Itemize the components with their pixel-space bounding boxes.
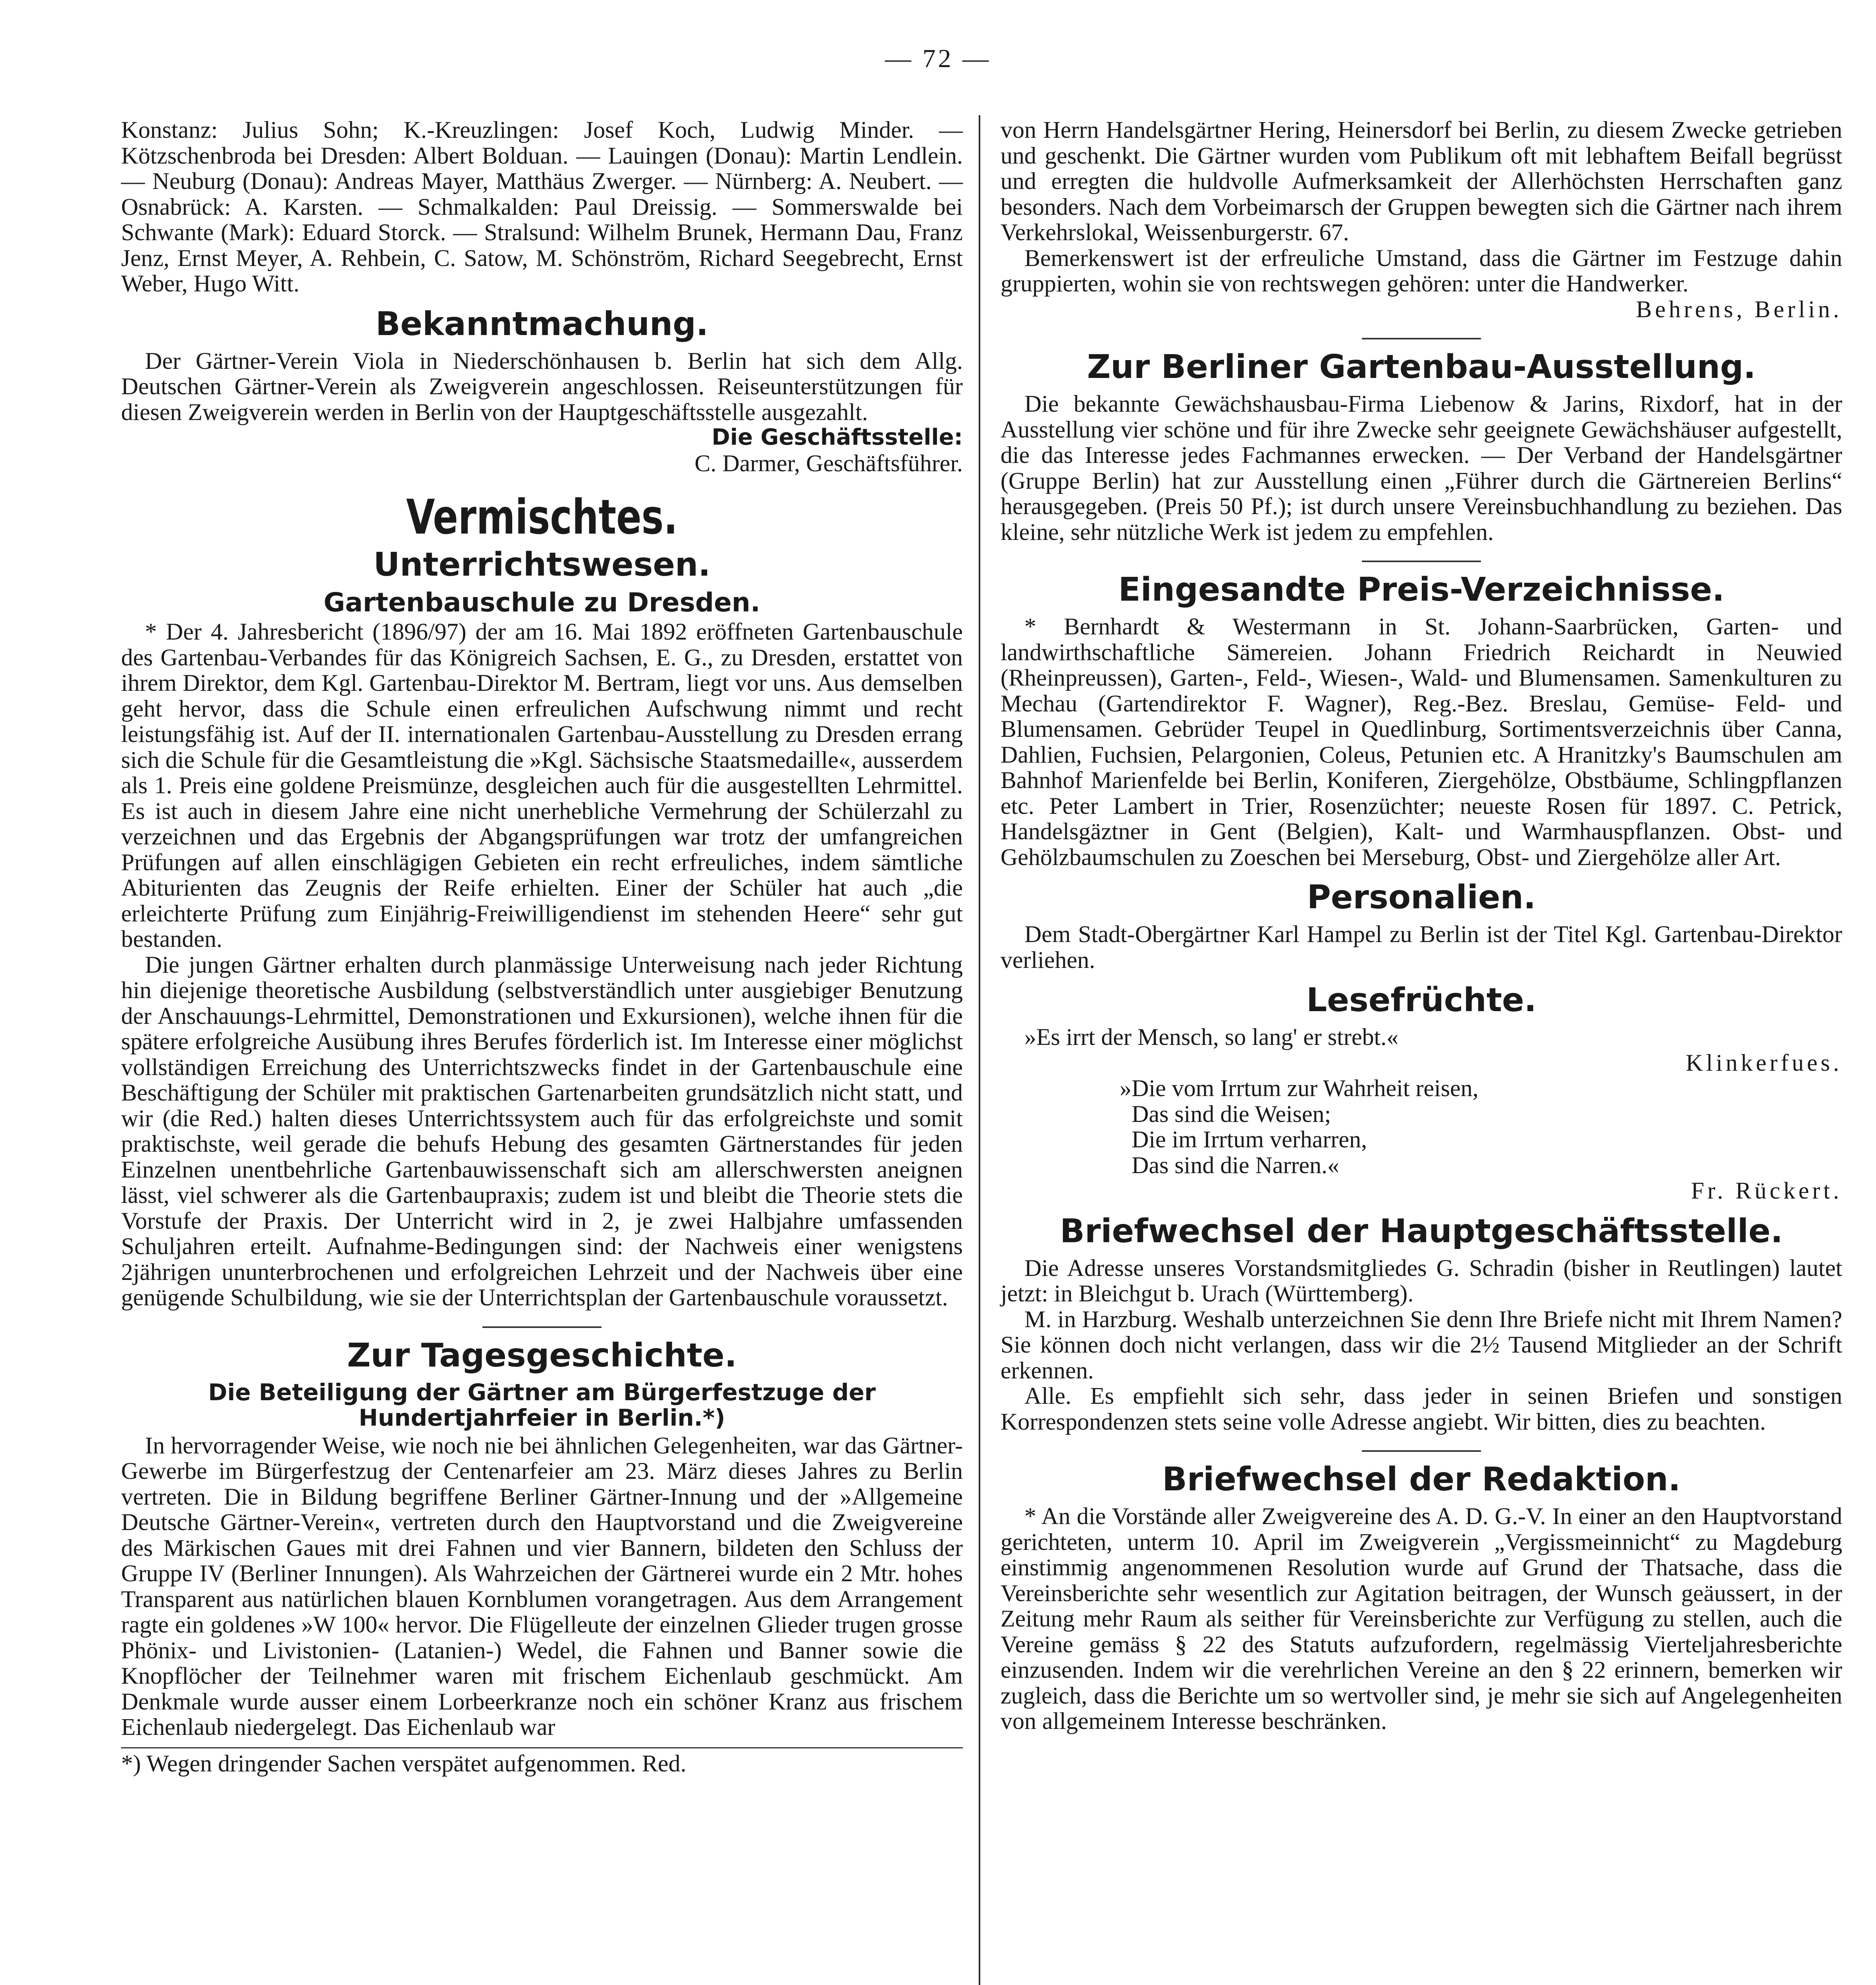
lesefruechte-author-2: Fr. Rückert. xyxy=(1691,1178,1842,1204)
lesefruechte-heading: Lesefrüchte. xyxy=(1306,981,1537,1019)
bekanntmachung-signature-name: C. Darmer, Geschäftsführer. xyxy=(694,450,963,476)
redaktion-heading: Briefwechsel der Redaktion. xyxy=(1162,1461,1681,1498)
footnote: *) Wegen dringender Sachen verspätet aufgenommen. Red. xyxy=(121,1747,963,1777)
beteiligung-text: In hervorragender Weise, wie noch nie bei ähnlichen Gelegenheiten, war das Gärtner-Gewerbe im Bürgerfestzug der Centenarfeier am 23. März dieses Jahres zu Berlin vertreten. Die in Bildung begriffene Berliner Gärtner-Innung und der »Allgemeine Deutsche Gärtner-Verein«, vertreten durch den Hauptvorstand und die Zweigvereine des Märkischen Gaues mit drei Fahnen und vier Bannern, bildeten den Schluss der Gruppe IV (Berliner Innungen). Als Wahrzeichen der Gärtnerei wurde ein 2 Mtr. hohes Transparent aus natürlichen blauen Kornblumen vorangetragen. Aus dem Arrangement ragte ein goldenes »W 100« hervor. Die Flügelleute der einzelnen Glieder trugen grosse Phönix- und Livistonien- (Latanien-) Wedel, die Fahnen und Banner sowie die Knopflöcher der Teilnehmer waren mit frischem Eichenlaub geschmückt. Am Denkmale wurde ausser einem Lorbeerkranze noch ein schöner Kranz aus frischem Eichenlaub niedergelegt. Das Eichenlaub war xyxy=(121,1432,963,1740)
members-list: Konstanz: Julius Sohn; K.-Kreuzlingen: Josef Koch, Ludwig Minder. — Kötzschenbroda bei Dresden: Albert Bolduan. — Lauingen (Donau): Martin Lendlein. — Neuburg (Donau): Andreas Mayer, Matthäus Zwerger. — Nürnberg: A. Neubert. — Osnabrück: A. Karsten. — Schmalkalden: Paul Dreissig. — Sommerswalde bei Schwante (Mark): Eduard Storck. — Stralsund: Wilhelm Brunek, Hermann Dau, Franz Jenz, Ernst Meyer, A. Rehbein, C. Satow, M. Schönström, Richard Seegebrecht, Ernst Weber, Hugo Witt. xyxy=(121,117,963,297)
poem-line: Die im Irrtum verharren, xyxy=(1132,1126,1367,1152)
section-separator xyxy=(482,1326,602,1328)
preisverzeichnisse-text: * Bernhardt & Westermann in St. Johann-Saarbrücken, Garten- und landwirthschaftliche Sämereien. Johann Friedrich Reichardt in Neuwied (Rheinpreussen), Garten-, Feld-, Wiesen-, Wald- und Blumensamen. Samenkulturen zu Mechau (Gartendirektor F. Wagner), Reg.-Bez. Breslau, Gemüse- Feld- und Blumensamen. Gebrüder Teupel in Quedlinburg, Sortimentsverzeichnis über Canna, Dahlien, Fuchsien, Pelargonien, Coleus, Petunien etc. A Hranitzky's Baumschulen am Bahnhof Marienfelde bei Berlin, Koniferen, Ziergehölze, Obstbäume, Schlingpflanzen etc. Peter Lambert in Trier, Rosenzüchter; neueste Rosen für 1897. C. Petrick, Handelsgäztner in Gent (Belgien), Kalt- und Warmhauspflanzen. Obst- und Gehölzbaumschulen zu Zoeschen bei Merseburg, Obst- und Ziergehölze aller Art. xyxy=(1001,613,1842,870)
hauptgeschaeft-paragraph-2: M. in Harzburg. Weshalb unterzeichnen Sie denn Ihre Briefe nicht mit Ihrem Namen? Sie können doch nicht verlangen, dass wir die 2½ Tausend Mitglieder an der Schrift erkennen. xyxy=(1001,1306,1842,1384)
hauptgeschaeft-heading: Briefwechsel der Hauptgeschäftsstelle. xyxy=(1060,1212,1783,1250)
section-separator xyxy=(1362,1450,1481,1452)
bekanntmachung-text: Der Gärtner-Verein Viola in Niederschönhausen b. Berlin hat sich dem Allg. Deutschen Gärtner-Verein als Zweigverein angeschlossen. Reiseunterstützungen für diesen Zweigverein werden in Berlin von der Hauptgeschäftsstelle ausgezahlt. xyxy=(121,347,963,425)
gartenbauschule-paragraph-2: Die jungen Gärtner erhalten durch planmässige Unterweisung nach jeder Richtung hin diejenige theoretische Ausbildung (selbstverständlich unter ausgiebiger Benutzung der Anschauungs-Lehrmittel, Demonstrationen und Exkursionen), welche ihnen für die spätere erfolgreiche Ausübung ihres Berufes förderlich ist. Im Interesse einer möglichst vollständigen Erreichung des Unterrichtszwecks findet in der Gartenbauschule eine Beschäftigung der Schüler mit praktischen Gartenarbeiten grundsätzlich nicht statt, und wir (die Red.) halten dieses Unterrichtssystem auch für das erfolgreichste und somit praktischste, weil gerade die behufs Hebung des gesamten Gärtnerstandes für jeden Einzelnen unentbehrliche Gartenbauwissenschaft sich am allerschwersten aneignen lässt, viel schwerer als die Gartenbaupraxis; zudem ist und bleibt die Theorie stets die Vorstufe der Praxis. Der Unterricht wird in 2, je zwei Halbjahre umfassenden Schuljahren erteilt. Aufnahme-Bedingungen sind: der Nachweis einer wenigstens 2jährigen ununterbrochenen und erfolgreichen Lehrzeit und der Nachweis über eine genügende Schulbildung, wie sie der Unterrichtsplan der Gartenbauschule voraussetzt. xyxy=(121,951,963,1310)
hauptgeschaeft-paragraph-1: Die Adresse unseres Vorstandsmitgliedes G. Schradin (bisher in Reutlingen) lautet jetzt: in Bleichgut b. Urach (Württemberg). xyxy=(1001,1255,1842,1307)
section-separator xyxy=(1362,338,1481,339)
redaktion-text: * An die Vorstände aller Zweigvereine des A. D. G.-V. In einer an den Hauptvorstand gerichteten, unterm 10. April im Zweigverein „Vergissmeinnicht“ zu Magdeburg einstimmig angenommenen Resolution wurde auf Grund der Thatsache, dass die Vereinsberichte sehr wesentlich zur Agitation beitragen, der Wunsch geäussert, in der Zeitung mehr Raum als seither für Vereinsberichte zur Verfügung zu stellen, auch die Vereine gemäss § 22 des Statuts aufzufordern, regelmässig Vierteljahresberichte einzusenden. Indem wir die verehrlichen Vereine an den § 22 erinnern, bemerken wir zugleich, dass die Berichte um so wertvoller sind, je mehr sie sich auf Angelegenheiten von allgemeinem Interesse beschränken. xyxy=(1001,1503,1842,1734)
personalien-text: Dem Stadt-Obergärtner Karl Hampel zu Berlin ist der Titel Kgl. Gartenbau-Direktor verliehen. xyxy=(1001,921,1842,973)
column-divider xyxy=(979,115,980,1985)
section-separator xyxy=(1362,561,1481,562)
tagesgeschichte-paragraph-2: Bemerkenswert ist der erfreuliche Umstand, dass die Gärtner im Festzuge dahin gruppierten, wohin sie von rechtswegen gehören: unter die Handwerker. xyxy=(1001,245,1842,297)
tagesgeschichte-heading: Zur Tagesgeschichte. xyxy=(347,1336,737,1374)
page-number: — 72 — xyxy=(885,44,991,73)
hauptgeschaeft-paragraph-3: Alle. Es empfiehlt sich sehr, dass jeder in seinen Briefen und sonstigen Korrespondenzen stets seine volle Adresse angiebt. Wir bitten, dies zu beachten. xyxy=(1001,1383,1842,1435)
gartenbauschule-heading: Gartenbauschule zu Dresden. xyxy=(324,587,760,618)
ausstellung-heading: Zur Berliner Gartenbau-Ausstellung. xyxy=(1087,348,1756,386)
ausstellung-text: Die bekannte Gewächshausbau-Firma Liebenow & Jarins, Rixdorf, hat in der Ausstellung vier schöne und für ihre Zwecke sehr geeignete Gewächshäuser aufgestellt, die das Interesse jedes Fachmannes erwecken. — Der Verband der Handelsgärtner (Gruppe Berlin) hat zur Ausstellung einen „Führer durch die Gärtnereien Berlins“ herausgegeben. (Preis 50 Pf.); ist durch unsere Vereinsbuchhandlung zu beziehen. Das kleine, sehr nützliche Werk ist jedem zu empfehlen. xyxy=(1001,391,1842,545)
tagesgeschichte-signature: Behrens, Berlin. xyxy=(1636,296,1842,322)
poem-line: Das sind die Weisen; xyxy=(1132,1100,1331,1127)
bekanntmachung-heading: Bekanntmachung. xyxy=(375,305,709,343)
right-column xyxy=(1001,117,1842,1734)
poem-line: Das sind die Narren.« xyxy=(1132,1152,1340,1178)
tagesgeschichte-continued: von Herrn Handelsgärtner Hering, Heinersdorf bei Berlin, zu diesem Zwecke getrieben und geschenkt. Die Gärtner wurden vom Publikum oft mit lebhaftem Beifall begrüsst und erregten die huldvolle Aufmerksamkeit der Allerhöchsten Herrschaften ganz besonders. Nach dem Vorbeimarsch der Gruppen bewegten sich die Gärtner nach ihrem Verkehrslokal, Weissenburgerstr. 67. xyxy=(1001,117,1842,245)
left-column xyxy=(121,117,963,1776)
bekanntmachung-signature-office: Die Geschäftsstelle: xyxy=(711,424,963,450)
vermischtes-heading: Vermischtes. xyxy=(406,490,678,545)
gartenbauschule-paragraph-1: * Der 4. Jahresbericht (1896/97) der am 16. Mai 1892 eröffneten Gartenbauschule des Gartenbau-Verbandes für das Königreich Sachsen, E. G., zu Dresden, erstattet von ihrem Direktor, dem Kgl. Gartenbau-Direktor M. Bertram, liegt vor uns. Aus demselben geht hervor, dass die Schule einen erfreulichen Aufschwung nimmt und recht leistungsfähig ist. Auf der II. internationalen Gartenbau-Ausstellung zu Dresden errang sich die Schule für die Gesamtleistung die »Kgl. Sächsische Staatsmedaille«, ausserdem als 1. Preis eine goldene Preismünze, desgleichen auch für die ausgestellten Lehrmittel. Es ist auch in diesem Jahre eine nicht unerhebliche Vermehrung der Schülerzahl zu verzeichnen und das Ergebnis der Abgangsprüfungen war trotz der umfangreichen Prüfungen auf allen einschlägigen Gebieten ein recht erfreuliches, indem sämtliche Abiturienten das Zeugnis der Reife erhielten. Einer der Schüler hat auch „die erleichterte Prüfung zum Einjährig-Freiwilligendienst im stehenden Heere“ sehr gut bestanden. xyxy=(121,619,963,952)
preisverzeichnisse-heading: Eingesandte Preis-Verzeichnisse. xyxy=(1118,571,1725,609)
lesefruechte-author-1: Klinkerfues. xyxy=(1685,1049,1842,1076)
personalien-heading: Personalien. xyxy=(1307,879,1536,916)
poem-line: »Die vom Irrtum zur Wahrheit reisen, xyxy=(1120,1075,1479,1101)
lesefruechte-quote: »Es irrt der Mensch, so lang' er strebt.« xyxy=(1024,1024,1399,1050)
beteiligung-heading: Die Beteiligung der Gärtner am Bürgerfestzuge der Hundertjahrfeier in Berlin.*) xyxy=(208,1378,876,1431)
unterricht-heading: Unterrichtswesen. xyxy=(373,546,711,584)
lesefruechte-poem xyxy=(1001,1075,1842,1178)
